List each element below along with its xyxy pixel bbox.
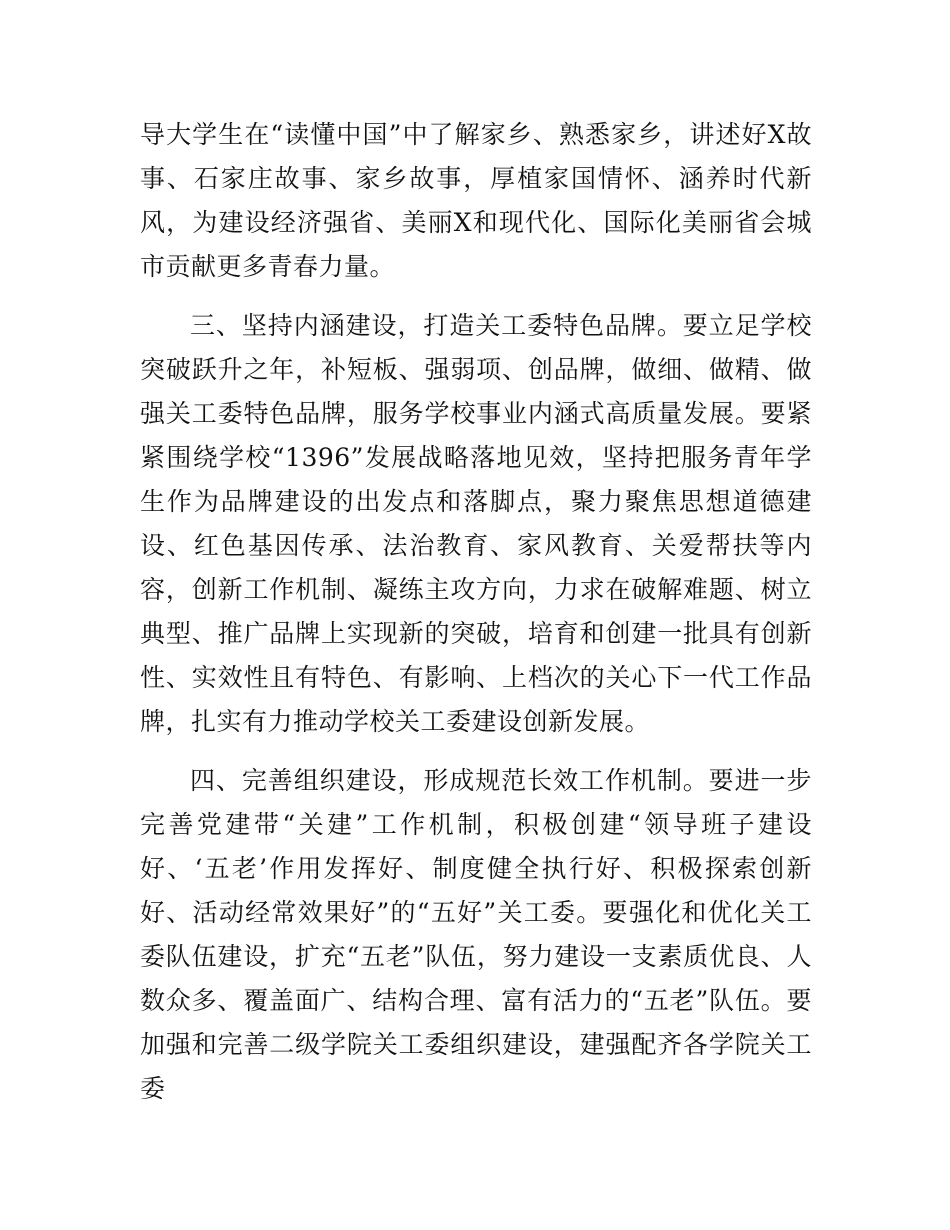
paragraph-1: 导大学生在“读懂中国”中了解家乡、熟悉家乡，讲述好X故事、石家庄故事、家乡故事，厚植家国情怀、涵养时代新风，为建设经济强省、美丽X和现代化、国际化美丽省会城市贡献更多青春力量。 xyxy=(140,120,812,281)
paragraph-3: 四、完善组织建设，形成规范长效工作机制。要进一步完善党建带“关建”工作机制，积极创建“领导班子建设好、‘五老’作用发挥好、制度健全执行好、积极探索创新好、活动经常效果好”的“五好”关工委。要强化和优化关工委队伍建设，扩充“五老”队伍，努力建设一支素质优良、人数众多、覆盖面广、结构合理、富有活力的“五老”队伍。要加强和完善二级学院关工委组织建设，建强配齐各学院关工委 xyxy=(140,766,812,1103)
document-body xyxy=(140,113,812,1126)
paragraph-2: 三、坚持内涵建设，打造关工委特色品牌。要立足学校突破跃升之年，补短板、强弱项、创品牌，做细、做精、做强关工委特色品牌，服务学校事业内涵式高质量发展。要紧紧围绕学校“1396”发展战略落地见效，坚持把服务青年学生作为品牌建设的出发点和落脚点，聚力聚焦思想道德建设、红色基因传承、法治教育、家风教育、关爱帮扶等内容，创新工作机制、凝练主攻方向，力求在破解难题、树立典型、推广品牌上实现新的突破，培育和创建一批具有创新性、实效性且有特色、有影响、上档次的关心下一代工作品牌，扎实有力推动学校关工委建设创新发展。 xyxy=(140,311,812,736)
